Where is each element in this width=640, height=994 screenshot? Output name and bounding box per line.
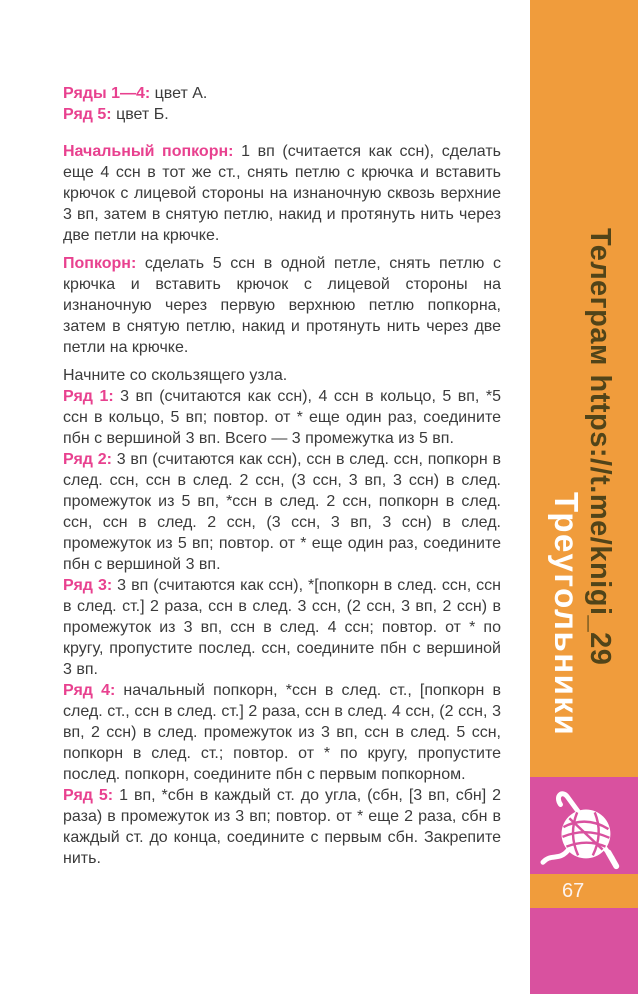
telegram-url-vertical-text: Телеграм https://t.me/knigi_29 (584, 228, 616, 666)
row-label: Ряд 3: (63, 577, 113, 594)
pattern-rows (63, 365, 501, 869)
term-label: Попкорн: (63, 255, 137, 272)
term-popcorn (63, 253, 501, 358)
page-number: 67 (562, 879, 585, 902)
term-text: сделать 5 ссн в одной петле, снять петлю с крючка и вставить крючок с лицевой стороны на изнаночную через первую верхнюю петлю попкорна, затем в снятую петлю, накид и протянуть нить через две петли на крючке. (63, 255, 501, 356)
row-label: Ряд 2: (63, 451, 112, 468)
pattern-row-4 (63, 680, 501, 785)
row-label: Ряд 5: (63, 787, 114, 804)
term-text: 1 вп (считается как ссн), сделать еще 4 ссн в тот же ст., снять петлю с крючка и вставить крючок с лицевой стороны на изнаночную сквозь верхние 3 вп, затем в снятую петлю, накид и протянуть нить через две петли на крючке. (63, 143, 501, 244)
section-title-vertical-text: Треугольники (548, 492, 585, 737)
color-note-line (63, 83, 501, 104)
intro-text: Начните со скользящего узла. (63, 367, 288, 384)
row-text: цвет Б. (111, 106, 169, 123)
row-label: Ряд 5: (63, 106, 112, 123)
row-text: начальный попкорн, *ссн в след. ст., [попкорн в след. ст., ссн в след. ст.] 2 раза, ссн в след. 4 ссн, (2 ссн, 3 вп, 2 ссн) в след. промежуток из 3 вп, ссн в след. 5 ссн, попкорн в след. ст.; повтор. от * по кругу, пропустите послед. попкорн, соедините пбн с первым попкорном. (63, 682, 502, 783)
term-label: Начальный попкорн: (63, 143, 234, 160)
row-text: 1 вп, *сбн в каждый ст. до угла, (сбн, [3 вп, сбн] 2 раза) в промежуток из 3 вп; повтор. от * еще 2 раза, сбн в каждый ст. до конца, соедините с первым сбн. Закрепите нить. (63, 787, 502, 867)
sidebar (530, 0, 638, 994)
intro-line (63, 365, 501, 386)
term-initial-popcorn (63, 141, 501, 246)
row-text: 3 вп (считаются как ссн), *[попкорн в след. ссн, ссн в след. ст.] 2 раза, ссн в след. 3 ссн, (2 ссн, 3 вп, 2 ссн) в промежуток из 3 вп, ссн в след. 4 ссн; повтор. от * по кругу, пропустите послед. ссн, соедините пбн с вершиной 3 вп. (63, 577, 502, 678)
color-note-line (63, 104, 501, 125)
pattern-row-2 (63, 449, 501, 575)
row-text: 3 вп (считаются как ссн), 4 ссн в кольцо, 5 вп, *5 ссн в кольцо, 5 вп; повтор. от * еще один раз, соедините пбн с вершиной 3 вп. Всего — 3 промежутка из 5 вп. (63, 388, 501, 447)
row-text: 3 вп (считаются как ссн), ссн в след. ссн, попкорн в след. ссн, ссн в след. 2 ссн, (3 ссн, 3 вп, 3 ссн) в след. промежуток из 5 вп, *ссн в след. 2 ссн, попкорн в след. ссн, ссн в след. 2 ссн, (3 ссн, 3 вп, 3 ссн) в след. промежуток из 5 вп; повтор. от * еще один раз, соедините пбн с вершиной 3 вп. (63, 451, 502, 573)
row-label: Ряд 1: (63, 388, 114, 405)
row-label: Ряд 4: (63, 682, 116, 699)
pattern-row-5 (63, 785, 501, 869)
yarn-ball-icon (540, 787, 628, 873)
sidebar-pink-block (530, 777, 638, 994)
row-text: цвет А. (150, 85, 208, 102)
pattern-row-3 (63, 575, 501, 680)
row-label: Ряды 1—4: (63, 85, 151, 102)
page-number-strip (530, 874, 638, 908)
pattern-row-1 (63, 386, 501, 449)
instructions-column (63, 83, 501, 869)
color-note (63, 83, 501, 125)
